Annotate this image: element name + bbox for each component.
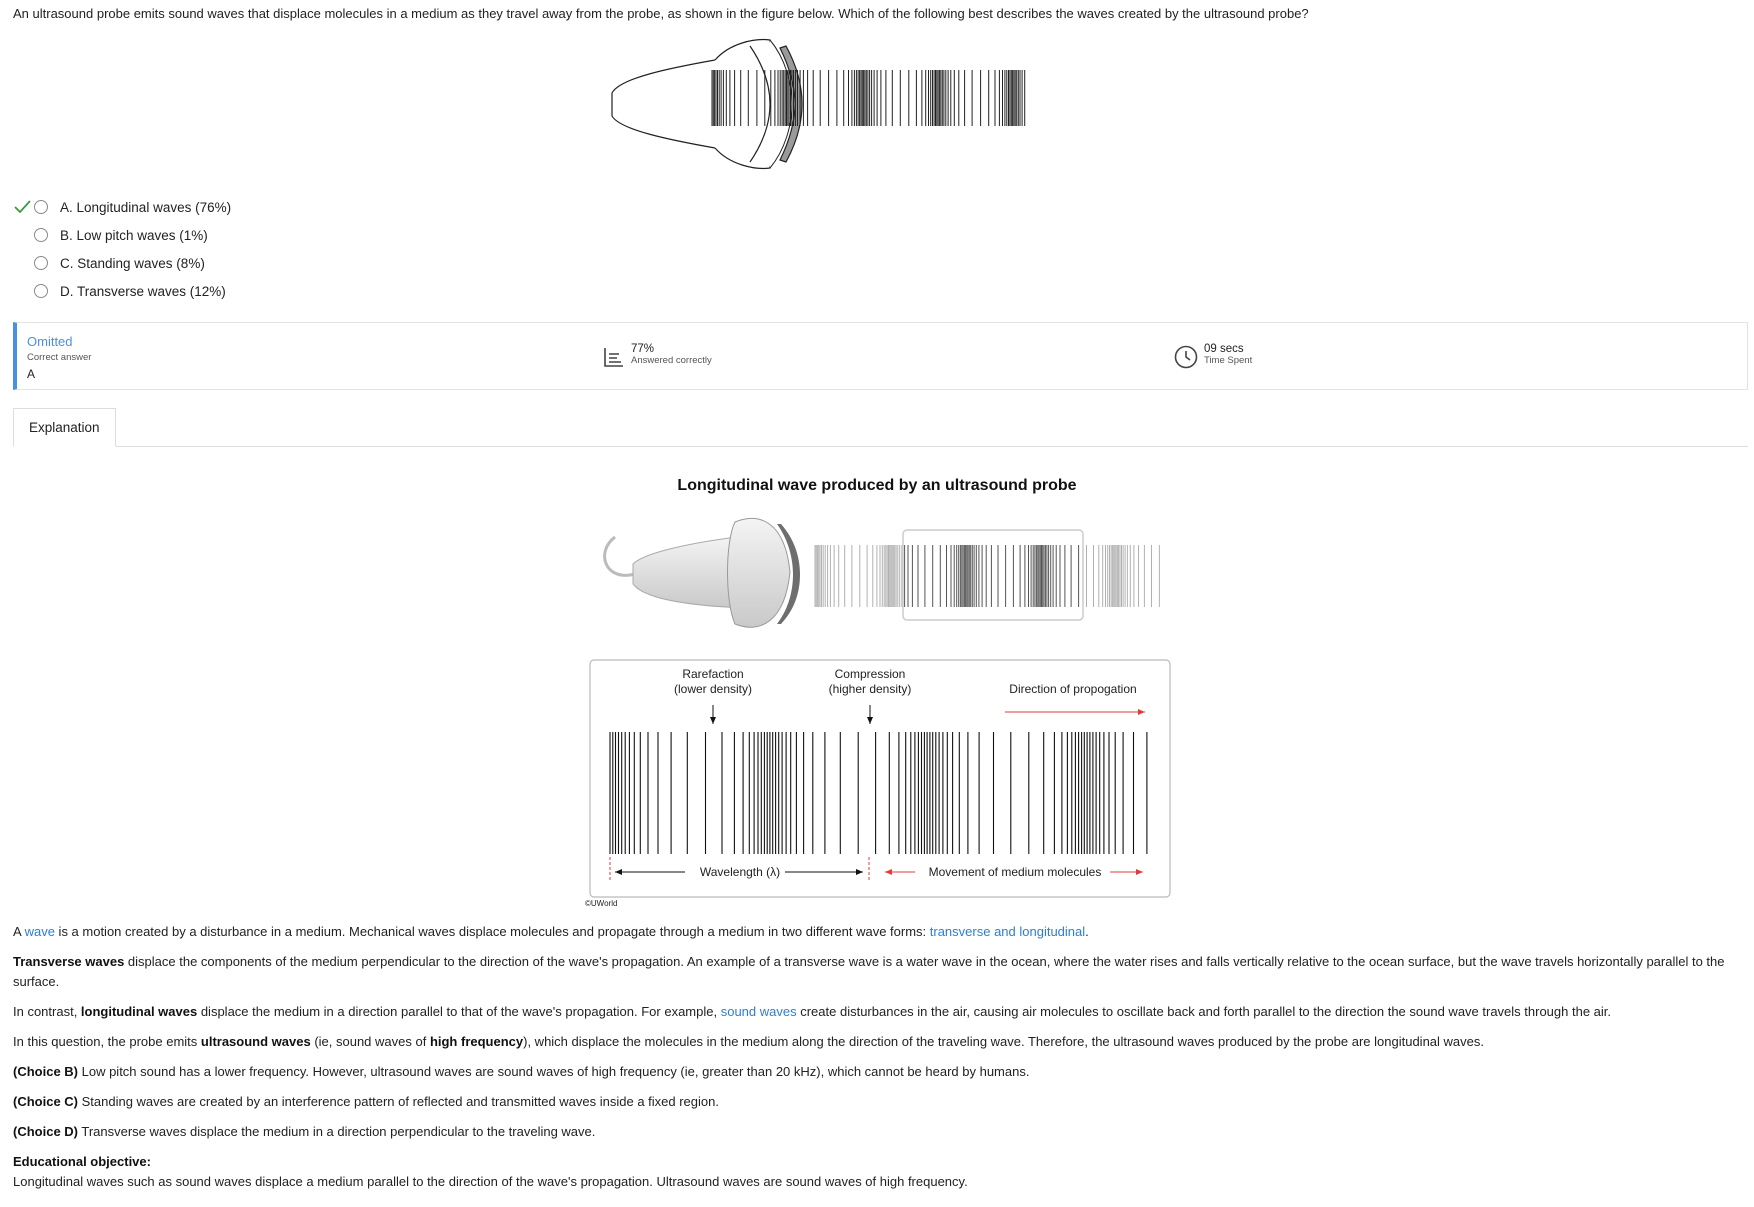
question-text: An ultrasound probe emits sound waves that displace molecules in a medium as they travel away from the probe, as shown in the figure below. Which of the following best describes the waves created by the ultrasound probe? [13,6,1309,21]
choice-b-label: B. Low pitch waves (1%) [60,227,208,243]
explanation-p2: Transverse waves displace the components of the medium perpendicular to the direction of the wave's propagation. An example of a transverse wave is a water wave in the ocean, where the water rises and falls vertically relative to the ocean surface, but the wave travels horizontally parallel to the surface. [13,954,1725,989]
explanation-choice-b: (Choice B) Low pitch sound has a lower frequency. However, ultrasound waves are sound waves of high frequency (ie, greater than 20 kHz), which cannot be heard by humans. [13,1064,1030,1079]
bar-chart-icon [603,346,625,368]
time-label: Time Spent [1204,355,1253,366]
status-label: Omitted [27,334,73,349]
radio-c[interactable] [34,256,48,270]
explanation-choice-d: (Choice D) Transverse waves displace the medium in a direction perpendicular to the traveling wave. [13,1124,596,1139]
figure-title: Longitudinal wave produced by an ultrasound probe [677,477,1077,494]
probe-render [605,519,800,628]
direction-label: Direction of propogation [1009,682,1137,696]
movement-label: Movement of medium molecules [928,865,1102,879]
correct-check-icon [12,196,34,218]
rarefaction-label: Rarefaction [682,667,744,681]
choice-b[interactable] [12,221,231,249]
correct-answer-value: A [27,367,36,381]
sound-waves-link[interactable]: sound waves [720,1004,797,1019]
percent-value: 77% [631,343,655,355]
transverse-longitudinal-link[interactable]: transverse and longitudinal [929,924,1086,939]
answer-choices [12,193,231,305]
wavelength-label: Wavelength (λ) [699,865,781,879]
choice-c[interactable] [12,249,231,277]
result-stats-panel [13,322,1748,390]
choice-a-label: A. Longitudinal waves (76%) [60,199,232,215]
compression-label: Compression [834,667,906,681]
explanation-p1: A wave is a motion created by a disturbance in a medium. Mechanical waves displace molecules and propagate through a medium in two different wave forms: transverse and longitudinal. [13,924,1089,939]
wave-lines-faded [815,545,1159,607]
explanation-figure [585,512,1175,907]
wave-link[interactable]: wave [24,924,55,939]
time-block [1204,343,1252,366]
percent-label: Answered correctly [631,355,712,366]
radio-a[interactable] [34,200,48,214]
choice-c-label: C. Standing waves (8%) [60,255,205,271]
choice-d[interactable] [12,277,231,305]
tab-explanation[interactable]: Explanation [13,408,116,447]
explanation-choice-c: (Choice C) Standing waves are created by an interference pattern of reflected and transmitted waves inside a fixed region. [13,1094,719,1109]
objective-label: Educational objective: [13,1154,151,1169]
objective-text: Longitudinal waves such as sound waves displace a medium parallel to the direction of the wave's propagation. Ultrasound waves are sound waves of high frequency. [13,1174,968,1189]
clock-icon [1174,345,1198,369]
compression-sub: (higher density) [828,682,912,696]
radio-d[interactable] [34,284,48,298]
time-value: 09 secs [1204,343,1244,355]
choice-d-label: D. Transverse waves (12%) [60,283,226,299]
copyright: ©UWorld [585,899,618,907]
tab-bar [13,408,1748,447]
probe-drawing [612,40,802,169]
question-figure [610,38,1150,170]
percent-block [631,343,712,366]
explanation-body [13,922,1743,1202]
radio-b[interactable] [34,228,48,242]
explanation-p4: In this question, the probe emits ultrasound waves (ie, sound waves of high frequency), which displace the molecules in the medium along the direction of the traveling wave. Therefore, the ultrasound waves produced by the probe are longitudinal waves. [13,1034,1484,1049]
correct-answer-label: Correct answer [27,352,92,363]
choice-a[interactable] [12,193,231,221]
explanation-p3: In contrast, longitudinal waves displace the medium in a direction parallel to that of the wave's propagation. For example, sound waves create disturbances in the air, causing air molecules to oscillate back and forth parallel to the direction the sound wave travels through the air. [13,1004,1612,1019]
rarefaction-sub: (lower density) [673,682,753,696]
